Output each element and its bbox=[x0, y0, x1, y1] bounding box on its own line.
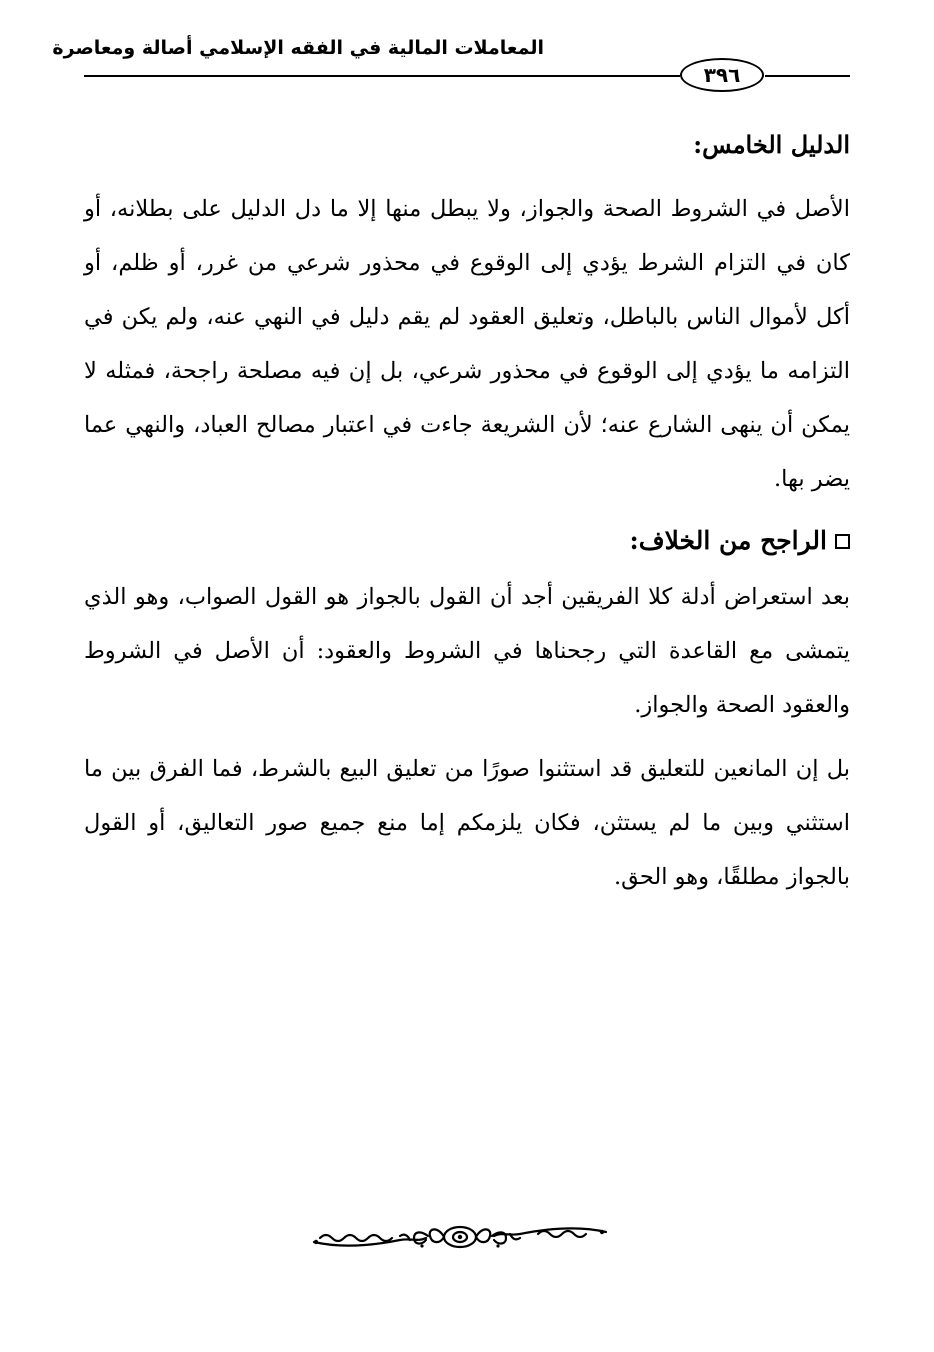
paragraph-fifth-evidence: الأصل في الشروط الصحة والجواز، ولا يبطل منها إلا ما دل الدليل على بطلانه، أو كان في التزام الشرط يؤدي إلى الوقوع في محذور شرعي من غرر، أو ظلم، أو أكل لأموال الناس بالباطل، وتعليق العقود لم يقم دليل في النهي عنه، ولم يكن في التزامه ما يؤدي إلى الوقوع في محذور شرعي، بل إن فيه مصلحة راجحة، فمثله لا يمكن أن ينهى الشارع عنه؛ لأن الشريعة جاءت في اعتبار مصالح العباد، والنهي عما يضر بها. bbox=[84, 196, 850, 492]
header-rule-left bbox=[84, 75, 680, 77]
page-content bbox=[84, 122, 850, 904]
evidence-heading: الدليل الخامس: bbox=[693, 130, 850, 159]
page-number-oval bbox=[680, 58, 764, 92]
section-heading-preferred-opinion bbox=[84, 516, 850, 566]
page-number: ٣٩٦ bbox=[703, 63, 741, 87]
section-heading-text: الراجح من الخلاف: bbox=[629, 526, 827, 555]
paragraph-preferred-opinion: بعد استعراض أدلة كلا الفريقين أجد أن القول بالجواز هو القول الصواب، وهو الذي يتمشى مع القاعدة التي رجحناها في الشروط والعقود: أن الأصل في الشروط والعقود الصحة والجواز. bbox=[84, 584, 850, 718]
running-header-title: المعاملات المالية في الفقه الإسلامي أصالة ومعاصرة bbox=[52, 37, 544, 59]
header-rule-right bbox=[765, 75, 850, 77]
ornamental-divider-icon bbox=[310, 1218, 610, 1256]
paragraph-exceptions: بل إن المانعين للتعليق قد استثنوا صورًا من تعليق البيع بالشرط، فما الفرق بين ما استثني وبين ما لم يستثن، فكان يلزمكم إما منع جميع صور التعاليق، أو القول بالجواز مطلقًا، وهو الحق. bbox=[84, 756, 850, 890]
checkbox-square-icon bbox=[835, 534, 850, 549]
